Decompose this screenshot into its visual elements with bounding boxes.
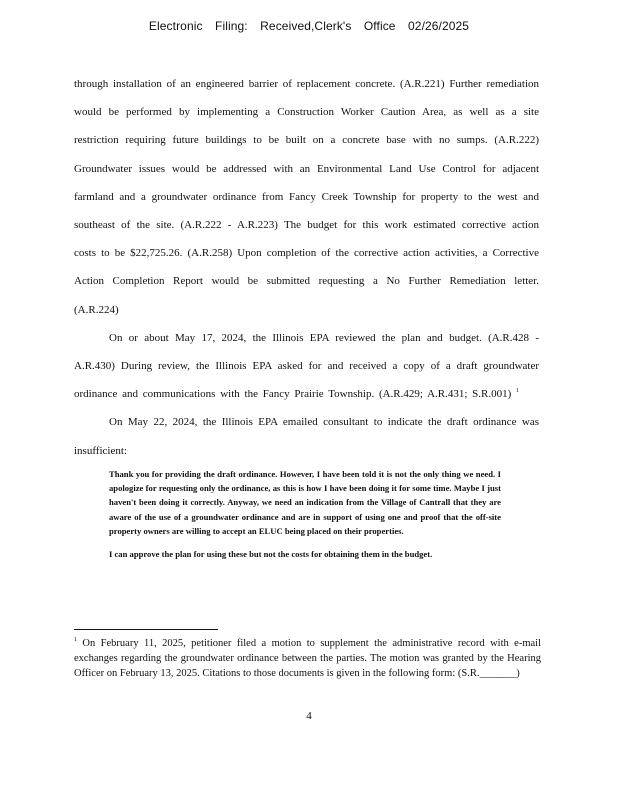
paragraph-epa-review-text: On or about May 17, 2024, the Illinois EPA reviewed the plan and budget. (A.R.428 - A.R.430) During review, the Illinois EPA asked for and received a copy of a draft groundwater ordinance and communications with the Fancy Prairie Township. (A.R.429; A.R.431; S.R.001): [74, 331, 539, 401]
block-quote: [109, 467, 501, 561]
quote-paragraph: Thank you for providing the draft ordinance. However, I have been told it is not the only thing we need. I apologize for requesting only the ordinance, as this is how I have been doing it for some time. Maybe I just haven't been doing it correctly. Anyway, we need an indication from the Village of Cantrall that they are aware of the use of a groundwater ordinance and are in support of using one and proof that the off-site property owners are willing to accept an ELUC being placed on their properties.: [109, 469, 501, 536]
paragraph-epa-email: On May 22, 2024, the Illinois EPA emailed consultant to indicate the draft ordinance was insufficient:: [74, 416, 539, 457]
quote-paragraph: I can approve the plan for using these but not the costs for obtaining them in the budget.: [109, 549, 433, 560]
document-body: [74, 70, 539, 465]
paragraph-remediation: through installation of an engineered barrier of replacement concrete. (A.R.221) Further remediation would be performed by implementing a Construction Worker Caution Area, as well as a site restriction requiring future buildings to be built on a concrete base with no sumps. (A.R.222) Groundwater issues would be addressed with an Environmental Land Use Control for adjacent farmland and a groundwater ordinance from Fancy Creek Township for property to the west and southeast of the site. (A.R.222 - A.R.223) The budget for this work estimated corrective action costs to be $22,725.26. (A.R.258) Upon completion of the corrective action activities, a Corrective Action Completion Report would be submitted requesting a No Further Remediation letter. (A.R.224): [74, 78, 539, 316]
footnote-reference[interactable]: 1: [516, 388, 520, 395]
footnote-marker: 1: [74, 637, 77, 643]
footnote-divider: [74, 629, 218, 630]
footnote: [74, 637, 541, 681]
footnote-text: On February 11, 2025, petitioner filed a motion to supplement the administrative record with e-mail exchanges regarding the groundwater ordinance between the parties. The motion was granted by the Hearing Officer on February 13, 2025. Citations to those documents is given in the following form: (S.R._______): [74, 638, 541, 679]
filing-header: Electronic Filing: Received,Clerk's Office 02/26/2025: [148, 19, 470, 33]
page-number: 4: [306, 710, 312, 722]
paragraph-epa-review: [74, 324, 539, 409]
